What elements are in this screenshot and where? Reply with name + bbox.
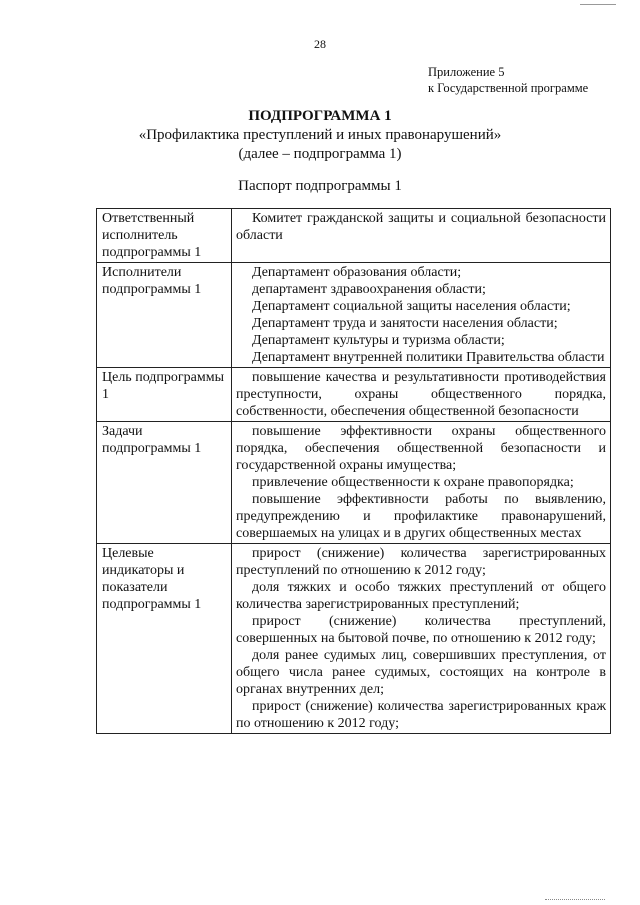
appendix-line-2: к Государственной программе [428,81,589,95]
passport-title: Паспорт подпрограммы 1 [238,178,402,194]
content-paragraph: прирост (снижение) количества преступлений, совершенных на бытовой почве, по отношению к 2012 году; [236,614,606,646]
scan-mark [580,4,616,5]
subprogram-title: ПОДПРОГРАММА 1 [248,108,392,124]
subprogram-note: (далее – подпрограмма 1) [238,146,402,162]
subprogram-heading [0,107,640,164]
row-label: Исполнители подпрограммы 1 [97,263,232,368]
content-paragraph: Департамент образования области; [252,265,462,280]
content-paragraph: департамент здравоохранения области; [252,282,486,297]
row-label: Задачи подпрограммы 1 [97,422,232,544]
row-content [232,544,611,734]
row-content [232,263,611,368]
subprogram-subtitle: «Профилактика преступлений и иных правонарушений» [138,127,502,143]
content-paragraph: повышение эффективности охраны общественного порядка, обеспечения общественной безопасности и государственной охраны имущества; [236,424,606,473]
row-content [232,422,611,544]
content-paragraph: Комитет гражданской защиты и социальной безопасности области [236,211,606,243]
passport-table-body [97,209,611,734]
content-paragraph: повышение качества и результативности противодействия преступности, охраны общественного порядка, собственности, обеспечения общественной безопасности [236,370,606,419]
content-paragraph: доля ранее судимых лиц, совершивших преступления, от общего числа ранее судимых, состоящих на контроле в органах внутренних дел; [236,648,606,697]
scan-mark-bottom [545,899,605,900]
table-row [97,209,611,263]
content-paragraph: привлечение общественности к охране правопорядка; [252,475,574,490]
row-content [232,209,611,263]
table-row [97,263,611,368]
row-label: Целевые индикаторы и показатели подпрограммы 1 [97,544,232,734]
content-paragraph: прирост (снижение) количества зарегистрированных краж по отношению к 2012 году; [236,699,606,731]
content-paragraph: Департамент культуры и туризма области; [252,333,505,348]
content-paragraph: прирост (снижение) количества зарегистрированных преступлений по отношению к 2012 году; [236,546,606,578]
appendix-note [428,64,588,96]
passport-table [96,208,611,734]
table-row [97,368,611,422]
appendix-line-1: Приложение 5 [428,65,505,79]
table-row [97,422,611,544]
page-number: 28 [314,37,326,51]
table-row [97,544,611,734]
content-paragraph: Департамент труда и занятости населения области; [252,316,558,331]
row-content [232,368,611,422]
row-label: Цель подпрограммы 1 [97,368,232,422]
content-paragraph: доля тяжких и особо тяжких преступлений от общего количества зарегистрированных преступлений; [236,580,606,612]
content-paragraph: повышение эффективности работы по выявлению, предупреждению и профилактике правонарушений, совершаемых на улицах и в других общественных местах [236,492,606,541]
content-paragraph: Департамент социальной защиты населения области; [252,299,571,314]
row-label: Ответственный исполнитель подпрограммы 1 [97,209,232,263]
content-paragraph: Департамент внутренней политики Правительства области [252,350,605,365]
